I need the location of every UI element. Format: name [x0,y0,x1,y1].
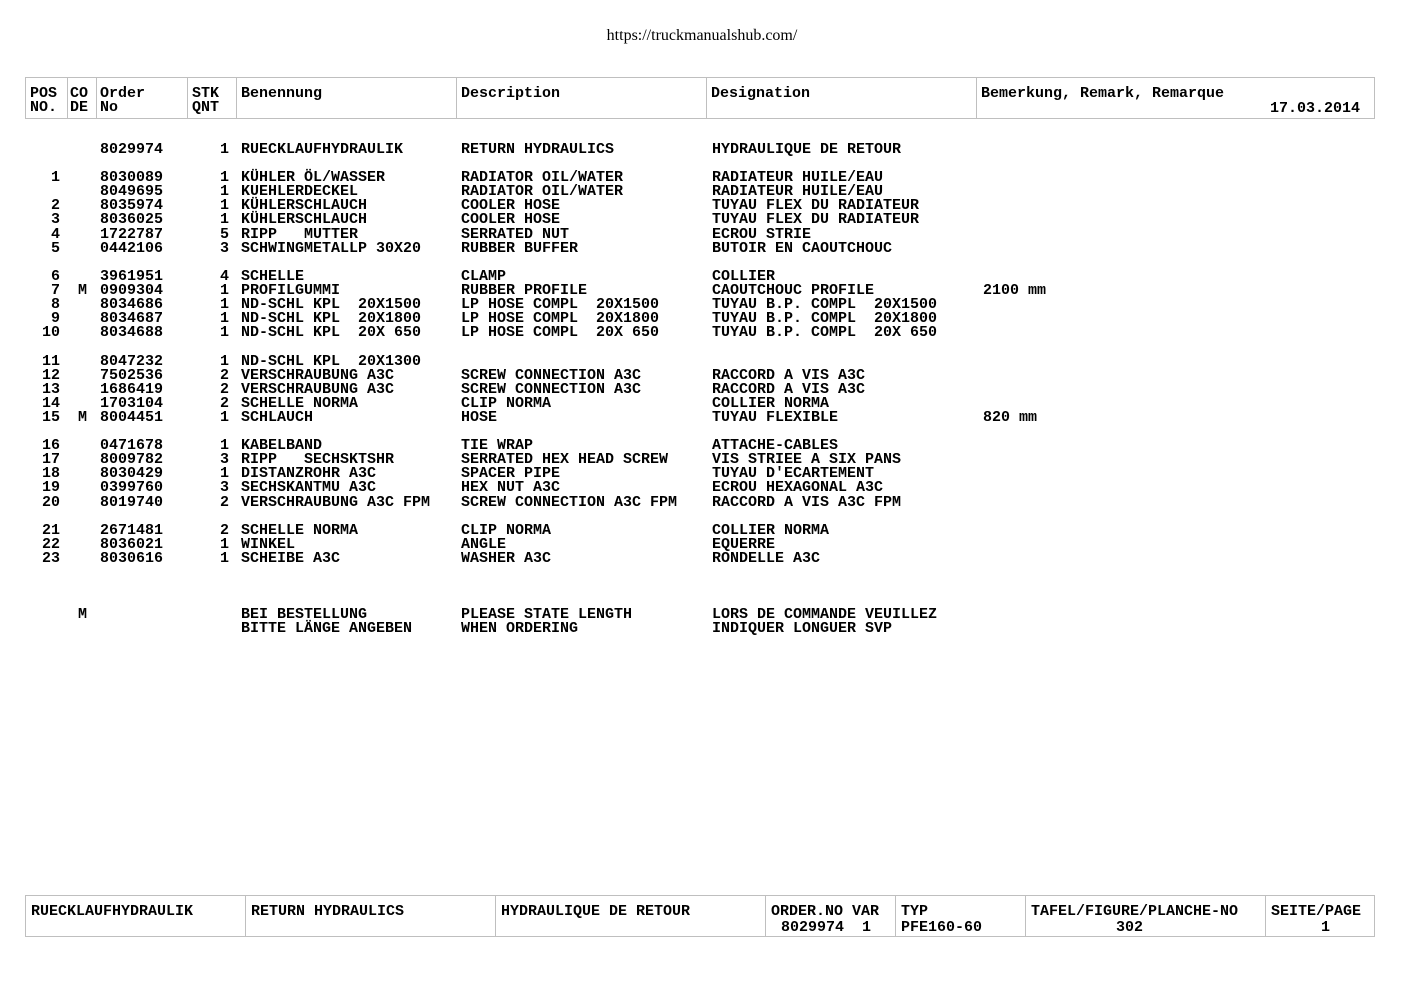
footer-title-fr: HYDRAULIQUE DE RETOUR [496,896,766,936]
cell-qty: 2 [220,494,230,511]
cell-de: KUEHLERDECKEL [241,183,359,200]
cell-en: RETURN HYDRAULICS [461,141,615,158]
footer-tafel-label: TAFEL/FIGURE/PLANCHE-NO [1026,896,1266,936]
cell-pos: 19 [41,479,60,496]
header-code: CO DE [68,78,97,118]
footer-tafel-value: 302 [1116,919,1144,936]
cell-code: M [78,282,88,299]
cell-en: CLIP NORMA [461,395,552,412]
table-header [25,77,1375,119]
cell-qty: 4 [220,268,230,285]
cell-de: VERSCHRAUBUNG A3C [241,381,395,398]
cell-pos: 20 [41,494,60,511]
cell-qty: 1 [220,141,230,158]
cell-fr: ECROU HEXAGONAL A3C [712,479,884,496]
cell-en: RADIATOR OIL/WATER [461,183,624,200]
cell-pos: 18 [41,465,60,482]
cell-order: 8036021 [100,536,164,553]
cell-fr: LORS DE COMMANDE VEUILLEZ [712,606,938,623]
cell-fr: TUYAU B.P. COMPL 20X1800 [712,310,938,327]
cell-pos: 12 [41,367,60,384]
cell-pos: 1 [50,169,60,186]
cell-en: LP HOSE COMPL 20X1800 [461,310,660,327]
cell-en: SCREW CONNECTION A3C [461,381,642,398]
cell-qty: 1 [220,310,230,327]
cell-pos: 16 [41,437,60,454]
footer-order-label: ORDER.NO VAR [766,896,896,936]
cell-en: COOLER HOSE [461,211,561,228]
cell-order: 2671481 [100,522,164,539]
document-date: 17.03.2014 [1269,100,1360,117]
cell-de: RUECKLAUFHYDRAULIK [241,141,404,158]
footer-block [25,895,1375,937]
cell-fr: TUYAU FLEX DU RADIATEUR [712,197,920,214]
cell-pos: 4 [50,226,60,243]
cell-qty: 1 [220,169,230,186]
cell-de: ND-SCHL KPL 20X1500 [241,296,422,313]
cell-order: 3961951 [100,268,164,285]
cell-de: SCHEIBE A3C [241,550,341,567]
cell-pos: 10 [41,324,60,341]
cell-en: ANGLE [461,536,507,553]
cell-qty: 2 [220,522,230,539]
cell-order: 8030429 [100,465,164,482]
cell-fr: COLLIER NORMA [712,522,830,539]
cell-en: RADIATOR OIL/WATER [461,169,624,186]
cell-de: DISTANZROHR A3C [241,465,377,482]
header-description: Description [457,78,707,118]
cell-remark: 2100 mm [983,282,1047,299]
cell-pos: 22 [41,536,60,553]
cell-en: CLIP NORMA [461,522,552,539]
cell-fr: EQUERRE [712,536,776,553]
header-remark: Bemerkung, Remark, Remarque [981,85,1225,102]
cell-de: KABELBAND [241,437,323,454]
cell-pos: 9 [50,310,60,327]
cell-fr: RADIATEUR HUILE/EAU [712,169,884,186]
cell-pos: 14 [41,395,60,412]
cell-en: SCREW CONNECTION A3C [461,367,642,384]
cell-en: SERRATED HEX HEAD SCREW [461,451,669,468]
cell-de: SCHLAUCH [241,409,314,426]
cell-fr: ATTACHE-CABLES [712,437,839,454]
cell-en: WASHER A3C [461,550,552,567]
cell-order: 0399760 [100,479,164,496]
cell-de: BEI BESTELLUNG [241,606,368,623]
cell-pos: 21 [41,522,60,539]
cell-order: 8019740 [100,494,164,511]
cell-de: KÜHLERSCHLAUCH [241,197,368,214]
cell-qty: 1 [220,437,230,454]
cell-code: M [78,409,88,426]
cell-qty: 1 [220,211,230,228]
cell-de: SCHWINGMETALLP 30X20 [241,240,422,257]
cell-order: 8034686 [100,296,164,313]
cell-fr: TUYAU B.P. COMPL 20X 650 [712,324,938,341]
cell-fr: CAOUTCHOUC PROFILE [712,282,875,299]
cell-pos: 13 [41,381,60,398]
footer-seite-label: SEITE/PAGE [1271,903,1362,920]
cell-de: SCHELLE NORMA [241,395,359,412]
cell-qty: 5 [220,226,230,243]
cell-pos: 23 [41,550,60,567]
cell-qty: 1 [220,324,230,341]
footer-typ-value: PFE160-60 [901,919,983,936]
cell-fr: VIS STRIEE A SIX PANS [712,451,902,468]
cell-fr: RACCORD A VIS A3C [712,367,866,384]
cell-qty: 1 [220,197,230,214]
footer-seite-value: 1 [1321,919,1331,936]
cell-de: SCHELLE NORMA [241,522,359,539]
cell-en: RUBBER BUFFER [461,240,579,257]
cell-order: 1686419 [100,381,164,398]
cell-de: RIPP MUTTER [241,226,359,243]
cell-order: 8030616 [100,550,164,567]
cell-order: 8034687 [100,310,164,327]
cell-order: 8049695 [100,183,164,200]
cell-qty: 3 [220,451,230,468]
header-benennung: Benennung [237,78,457,118]
cell-qty: 1 [220,536,230,553]
cell-qty: 3 [220,240,230,257]
cell-qty: 2 [220,367,230,384]
cell-de: PROFILGUMMI [241,282,341,299]
footer-order-value: 8029974 1 [781,919,872,936]
cell-qty: 2 [220,381,230,398]
cell-de: ND-SCHL KPL 20X1300 [241,353,422,370]
header-stk-qnt: STK QNT [188,78,237,118]
cell-en: PLEASE STATE LENGTH [461,606,633,623]
footer-typ-label: TYP [896,896,1026,936]
cell-de: VERSCHRAUBUNG A3C [241,367,395,384]
cell-pos: 5 [50,240,60,257]
cell-en: HOSE [461,409,498,426]
cell-code: M [78,606,88,623]
cell-order: 8034688 [100,324,164,341]
cell-order: 8004451 [100,409,164,426]
cell-order: 0442106 [100,240,164,257]
cell-de: KÜHLER ÖL/WASSER [241,169,386,186]
cell-en: SERRATED NUT [461,226,570,243]
cell-pos: 11 [41,353,60,370]
cell-qty: 1 [220,282,230,299]
cell-de: ND-SCHL KPL 20X 650 [241,324,422,341]
cell-de: RIPP SECHSKTSHR [241,451,395,468]
cell-pos: 8 [50,296,60,313]
cell-en: SPACER PIPE [461,465,561,482]
cell-order: 8009782 [100,451,164,468]
cell-fr: COLLIER NORMA [712,395,830,412]
cell-en: HEX NUT A3C [461,479,561,496]
cell-fr: TUYAU FLEXIBLE [712,409,839,426]
cell-en: SCREW CONNECTION A3C FPM [461,494,678,511]
cell-pos: 15 [41,409,60,426]
cell-fr: RADIATEUR HUILE/EAU [712,183,884,200]
cell-fr: ECROU STRIE [712,226,812,243]
cell-qty: 2 [220,395,230,412]
cell-fr: TUYAU B.P. COMPL 20X1500 [712,296,938,313]
cell-order: 8029974 [100,141,164,158]
cell-en: LP HOSE COMPL 20X 650 [461,324,660,341]
cell-fr: RACCORD A VIS A3C FPM [712,494,902,511]
cell-en: LP HOSE COMPL 20X1500 [461,296,660,313]
header-pos-no: POS NO. [26,78,68,118]
cell-qty: 3 [220,479,230,496]
cell-qty: 1 [220,296,230,313]
cell-qty: 1 [220,183,230,200]
footer-title-en: RETURN HYDRAULICS [246,896,496,936]
cell-order: 0909304 [100,282,164,299]
cell-fr: RONDELLE A3C [712,550,821,567]
cell-order: 1722787 [100,226,164,243]
cell-fr: BUTOIR EN CAOUTCHOUC [712,240,893,257]
cell-order: 8036025 [100,211,164,228]
cell-qty: 1 [220,550,230,567]
cell-de: SCHELLE [241,268,305,285]
cell-en: COOLER HOSE [461,197,561,214]
cell-fr: TUYAU D'ECARTEMENT [712,465,875,482]
cell-remark: 820 mm [983,409,1038,426]
cell-fr: TUYAU FLEX DU RADIATEUR [712,211,920,228]
cell-qty: 1 [220,409,230,426]
header-order-no: Order No [97,78,188,118]
cell-fr: RACCORD A VIS A3C [712,381,866,398]
cell-pos: 2 [50,197,60,214]
cell-en: RUBBER PROFILE [461,282,588,299]
cell-fr: COLLIER [712,268,776,285]
cell-de: BITTE LÄNGE ANGEBEN [241,620,413,637]
cell-pos: 17 [41,451,60,468]
cell-de: SECHSKANTMU A3C [241,479,377,496]
source-url: https://truckmanualshub.com/ [606,27,798,44]
cell-en: CLAMP [461,268,507,285]
cell-order: 0471678 [100,437,164,454]
cell-de: ND-SCHL KPL 20X1800 [241,310,422,327]
cell-pos: 7 [50,282,60,299]
cell-pos: 3 [50,211,60,228]
cell-order: 1703104 [100,395,164,412]
footer-title-de: RUECKLAUFHYDRAULIK [26,896,246,936]
cell-order: 8030089 [100,169,164,186]
cell-order: 8047232 [100,353,164,370]
cell-en: WHEN ORDERING [461,620,579,637]
cell-fr: INDIQUER LONGUER SVP [712,620,893,637]
cell-order: 7502536 [100,367,164,384]
cell-fr: HYDRAULIQUE DE RETOUR [712,141,902,158]
cell-de: WINKEL [241,536,296,553]
cell-order: 8035974 [100,197,164,214]
cell-de: KÜHLERSCHLAUCH [241,211,368,228]
cell-de: VERSCHRAUBUNG A3C FPM [241,494,431,511]
cell-qty: 1 [220,465,230,482]
cell-qty: 1 [220,353,230,370]
cell-en: TIE WRAP [461,437,534,454]
cell-pos: 6 [50,268,60,285]
header-designation: Designation [707,78,977,118]
